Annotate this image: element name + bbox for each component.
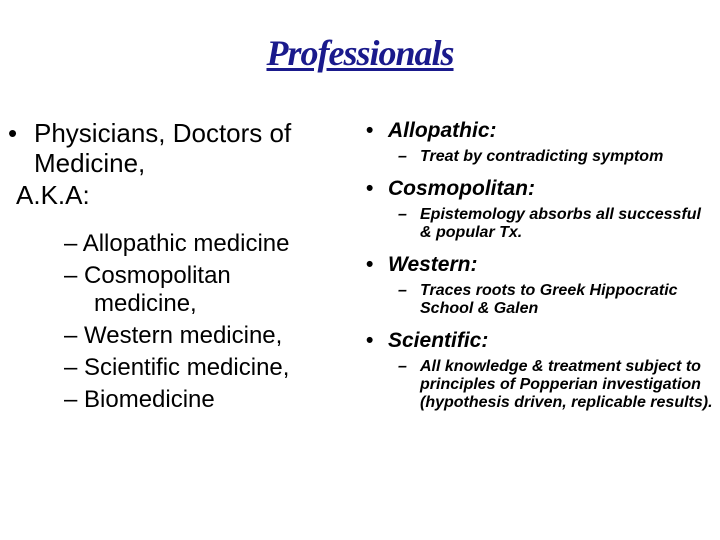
list-item: – Scientific medicine, [64,354,290,381]
bullet-icon: • [366,329,374,352]
definition-heading: • Western: [366,253,478,276]
definition-group [366,328,716,412]
slide-title: Professionals [266,33,454,73]
definition-detail: – All knowledge & treatment subject to principles of Popperian investigation (hypothesis driven, replicable results). [398,358,713,411]
definition-group [366,118,716,166]
definition-group [366,252,716,318]
bullet-icon: • [8,118,18,148]
right-column [366,118,716,422]
definition-detail: – Epistemology absorbs all successful & popular Tx. [398,206,701,241]
list-item: – Western medicine, [64,322,283,349]
left-column [8,118,358,418]
definition-group [366,176,716,242]
main-bullet [8,118,358,178]
definition-heading: • Scientific: [366,329,489,352]
definition-detail: – Traces roots to Greek Hippocratic School & Galen [398,282,678,317]
definition-heading: • Cosmopolitan: [366,177,535,200]
definition-detail: – Treat by contradicting symptom [398,148,664,165]
aka-label: A.K.A: [16,180,90,210]
bullet-icon: • [366,119,374,142]
list-item: – Biomedicine [64,386,215,413]
definition-heading: • Allopathic: [366,119,497,142]
list-item: – Allopathic medicine [64,230,290,257]
bullet-icon: • [366,177,374,200]
synonym-list [64,230,358,414]
main-bullet-text: Physicians, Doctors of Medicine, [34,118,292,178]
list-item: – Cosmopolitan medicine, [64,262,231,317]
bullet-icon: • [366,253,374,276]
